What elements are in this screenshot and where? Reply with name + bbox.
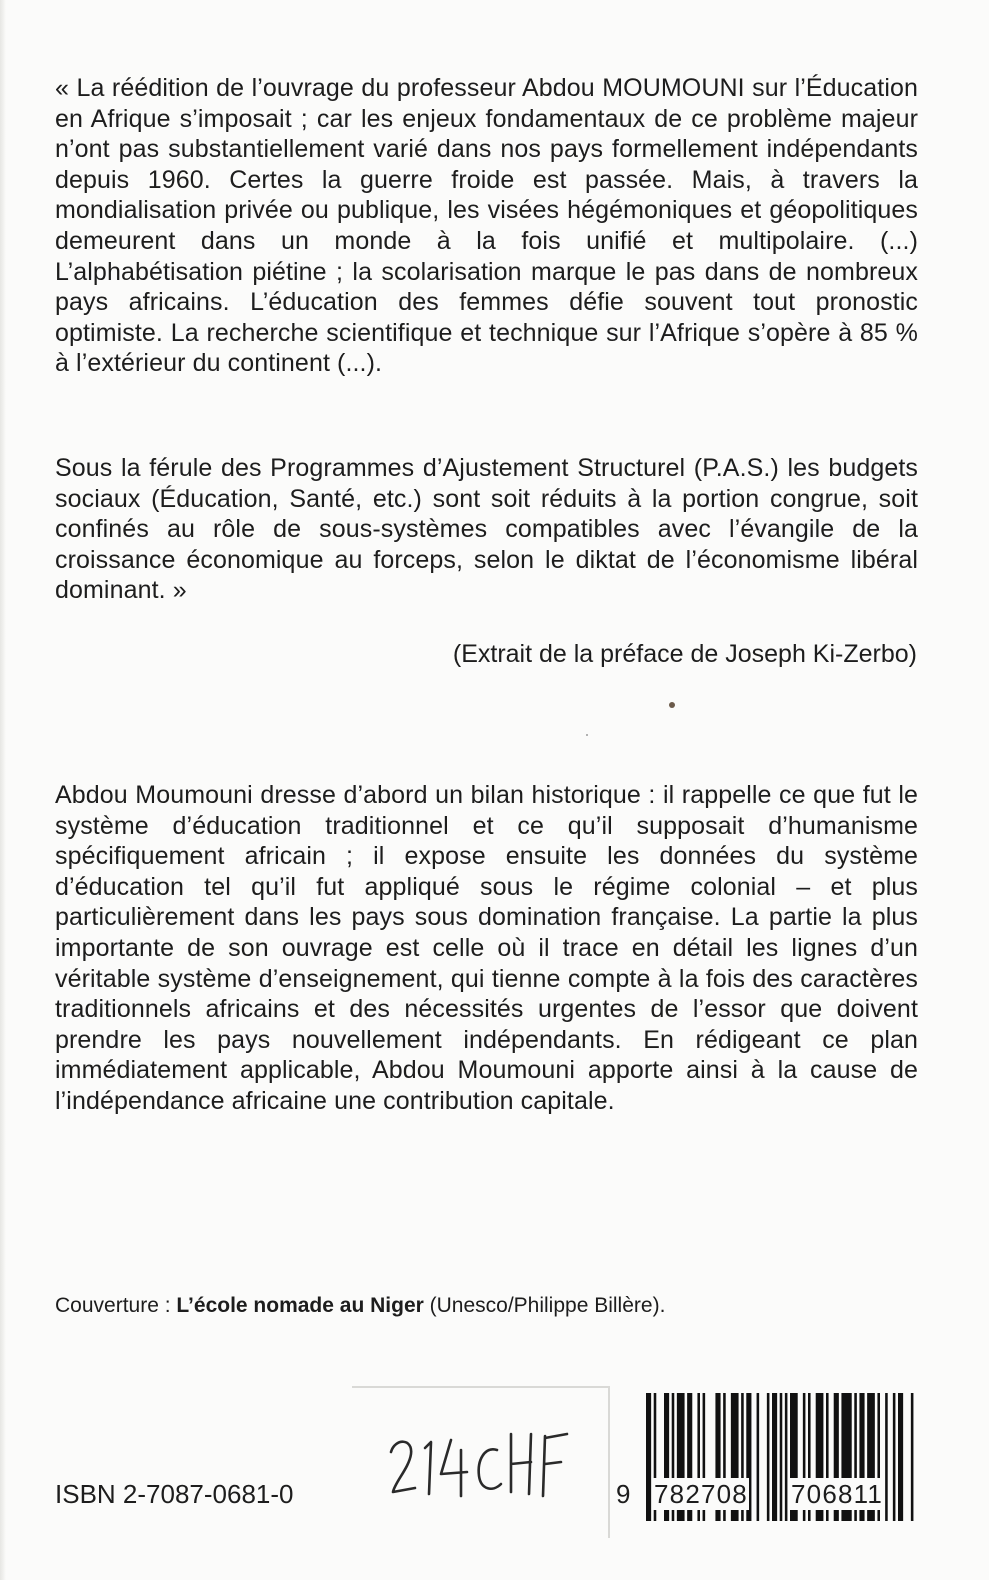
summary-paragraph [55,780,918,1117]
isbn-number: ISBN 2-7087-0681-0 [55,1479,294,1509]
quote-paragraph-2-text: Sous la férule des Programmes d’Ajustement Structurel (P.A.S.) les budgets sociaux (Éducation, Santé, etc.) sont soit réduits à la portion congrue, soit confinés au rôle de sous-systèmes compatibles avec l’évangile de la croissance économique au forceps, selon le diktat de l’économisme libéral dominant. » [55,454,918,605]
barcode-bar [767,1393,770,1521]
barcode-bar [772,1393,777,1521]
barcode-digits-right: 706811 [791,1479,884,1509]
ink-speck [586,734,588,736]
ink-speck [669,702,675,708]
barcode-lead-digit: 9 [616,1479,631,1509]
cover-credit-label: Couverture : [55,1294,177,1317]
barcode-bar [646,1393,651,1521]
barcode-bar [893,1393,896,1521]
quote-attribution: (Extrait de la préface de Joseph Ki-Zerbo) [452,640,917,668]
cover-credit-source: (Unesco/Philippe Billère). [423,1294,666,1317]
quote-paragraph-1 [55,73,918,379]
quote-paragraph-1-text: « La réédition de l’ouvrage du professeur Abdou MOUMOUNI sur l’Éducation en Afrique s’imposait ; car les enjeux fondamentaux de ce problème majeur n’ont pas substantiellement varié dans nos pays formellement indépendants depuis 1960. Certes la guerre froide est passée. Mais, à travers la mondialisation privée ou publique, les visées hégémoniques et géopolitiques demeurent dans un monde à la fois unifié et multipolaire. (...) L’alphabétisation piétine ; la scolarisation marque le pas dans de nombreux pays africains. L’éducation des femmes défie souvent tout pronostic optimiste. La recherche scientifique et technique sur l’Afrique s’opère à 85 % à l’extérieur du continent (...). [55,74,918,378]
barcode-bar [898,1393,903,1521]
page-edge [0,0,6,1580]
summary-text: Abdou Moumouni dresse d’abord un bilan historique : il rappelle ce que fut le système d’éducation traditionnel et ce qu’il supposait d’humanisme spécifiquement africain ; il expose ensuite les données du système d’éducation tel qu’il fut appliqué sous le régime colonial – et plus particulièrement dans les pays sous domination française. La partie la plus importante de son ouvrage est celle où il trace en détail les lignes d’un véritable système d’enseignement, qui tienne compte à la fois des caractères traditionnels africains et des nécessités urgentes de l’essor que doivent prendre les pays nouvellement indépendants. En rédigeant ce plan immédiatement applicable, Abdou Moumouni apporte ainsi à la cause de l’indépendance africaine une contribution capitale. [55,781,918,1115]
barcode-bar [785,1393,788,1521]
barcode-bar [911,1393,914,1521]
barcode-bar [885,1393,888,1521]
barcode-bar [757,1393,760,1521]
handwritten-price [385,1420,570,1500]
barcode-digits-left: 782708 [654,1479,748,1509]
cover-credit-title: L’école nomade au Niger [176,1294,424,1317]
barcode-bar [780,1393,783,1521]
cover-credit [55,1291,665,1321]
quote-paragraph-2 [55,453,918,606]
